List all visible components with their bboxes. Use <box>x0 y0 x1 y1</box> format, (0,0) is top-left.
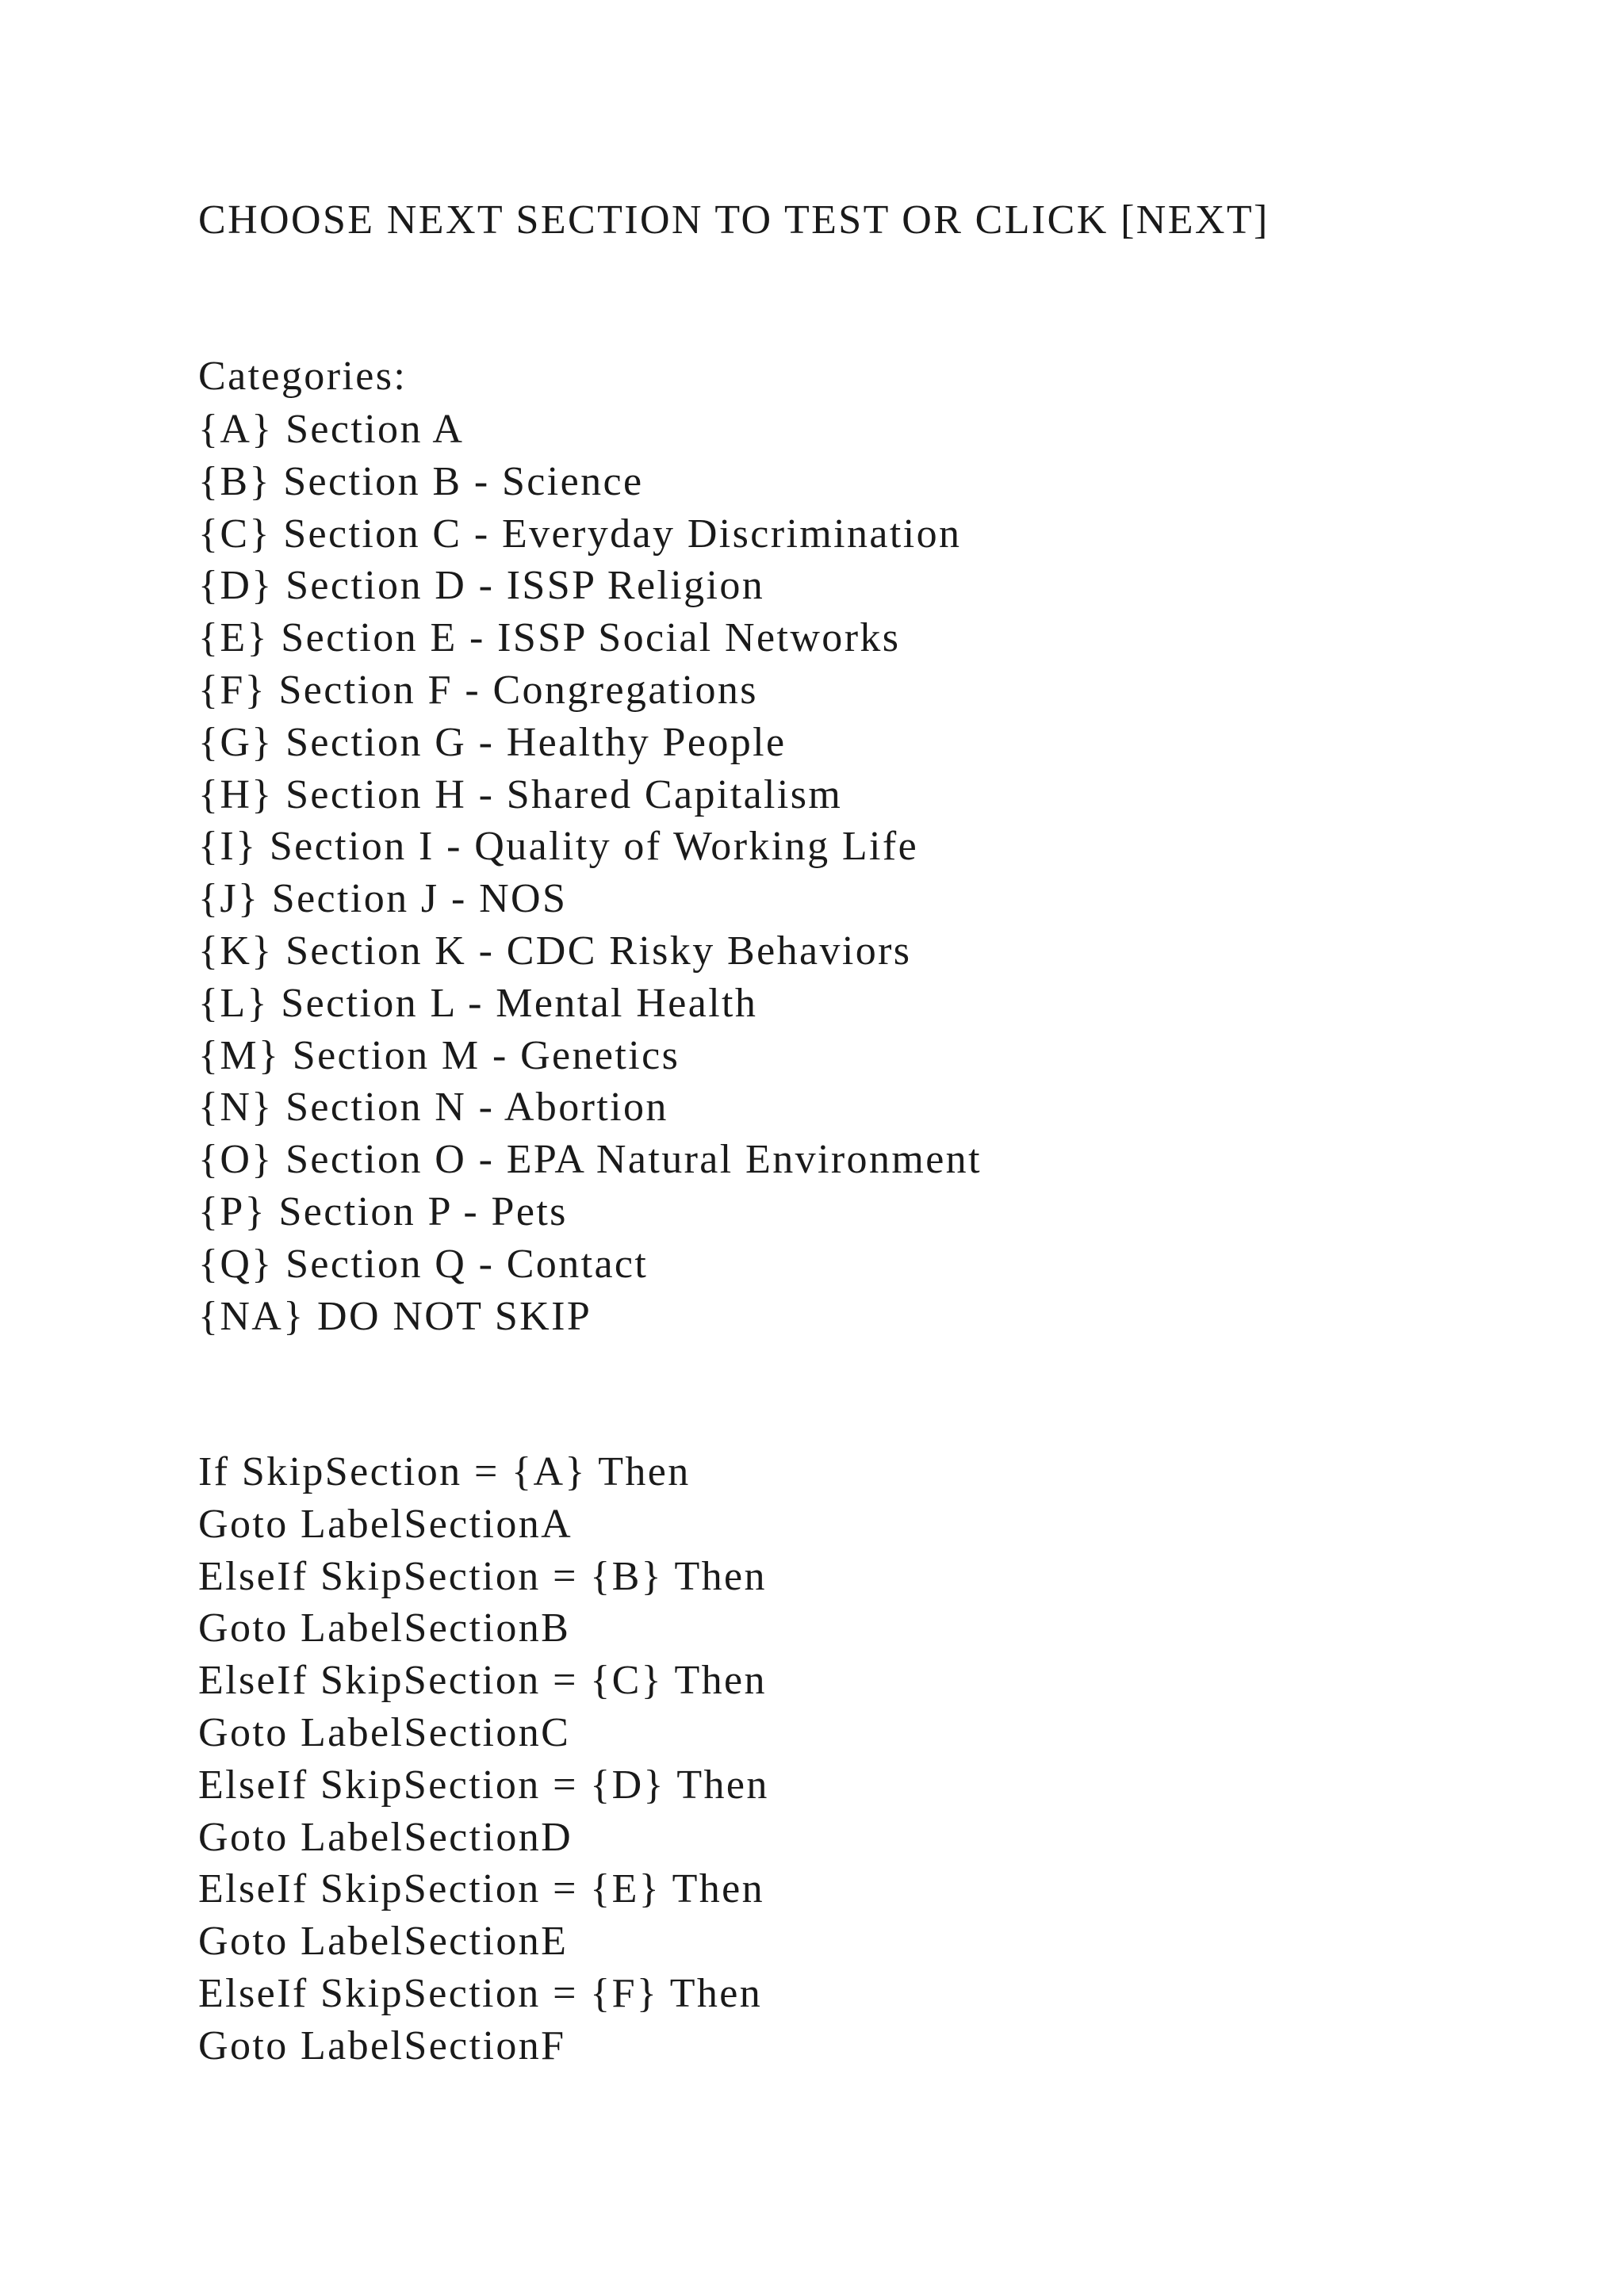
code-line: Goto LabelSectionB <box>198 1605 571 1651</box>
code-line: ElseIf SkipSection = {D} Then <box>198 1762 769 1808</box>
category-item-p: {P} Section P - Pets <box>198 1188 568 1234</box>
category-item-o: {O} Section O - EPA Natural Environment <box>198 1137 982 1183</box>
code-line: ElseIf SkipSection = {F} Then <box>198 1970 763 2016</box>
category-item-b: {B} Section B - Science <box>198 458 644 504</box>
code-line: ElseIf SkipSection = {C} Then <box>198 1658 767 1704</box>
code-line: If SkipSection = {A} Then <box>198 1449 691 1494</box>
category-item-e: {E} Section E - ISSP Social Networks <box>198 615 901 661</box>
category-item-c: {C} Section C - Everyday Discrimination <box>198 511 962 557</box>
code-line: ElseIf SkipSection = {E} Then <box>198 1866 765 1912</box>
category-item-n: {N} Section N - Abortion <box>198 1085 668 1131</box>
category-item-l: {L} Section L - Mental Health <box>198 980 758 1026</box>
code-line: Goto LabelSectionA <box>198 1501 573 1547</box>
category-item-h: {H} Section H - Shared Capitalism <box>198 771 843 817</box>
page-heading: CHOOSE NEXT SECTION TO TEST OR CLICK [NEXT] <box>198 197 1270 243</box>
categories-label: Categories: <box>198 354 408 399</box>
code-line: Goto LabelSectionD <box>198 1814 573 1860</box>
categories-list <box>198 404 982 1342</box>
category-item-na: {NA} DO NOT SKIP <box>198 1293 592 1339</box>
code-line: Goto LabelSectionF <box>198 2022 566 2068</box>
code-line: ElseIf SkipSection = {B} Then <box>198 1553 767 1599</box>
category-item-f: {F} Section F - Congregations <box>198 667 758 713</box>
code-line: Goto LabelSectionE <box>198 1919 569 1965</box>
category-item-q: {Q} Section Q - Contact <box>198 1241 649 1287</box>
category-item-a: {A} Section A <box>198 407 465 452</box>
code-line: Goto LabelSectionC <box>198 1709 571 1755</box>
category-item-i: {I} Section I - Quality of Working Life <box>198 824 919 870</box>
category-item-g: {G} Section G - Healthy People <box>198 719 787 765</box>
category-item-d: {D} Section D - ISSP Religion <box>198 563 765 609</box>
category-item-j: {J} Section J - NOS <box>198 876 568 922</box>
category-item-k: {K} Section K - CDC Risky Behaviors <box>198 928 912 974</box>
skip-logic-code <box>198 1446 769 2072</box>
category-item-m: {M} Section M - Genetics <box>198 1032 680 1078</box>
